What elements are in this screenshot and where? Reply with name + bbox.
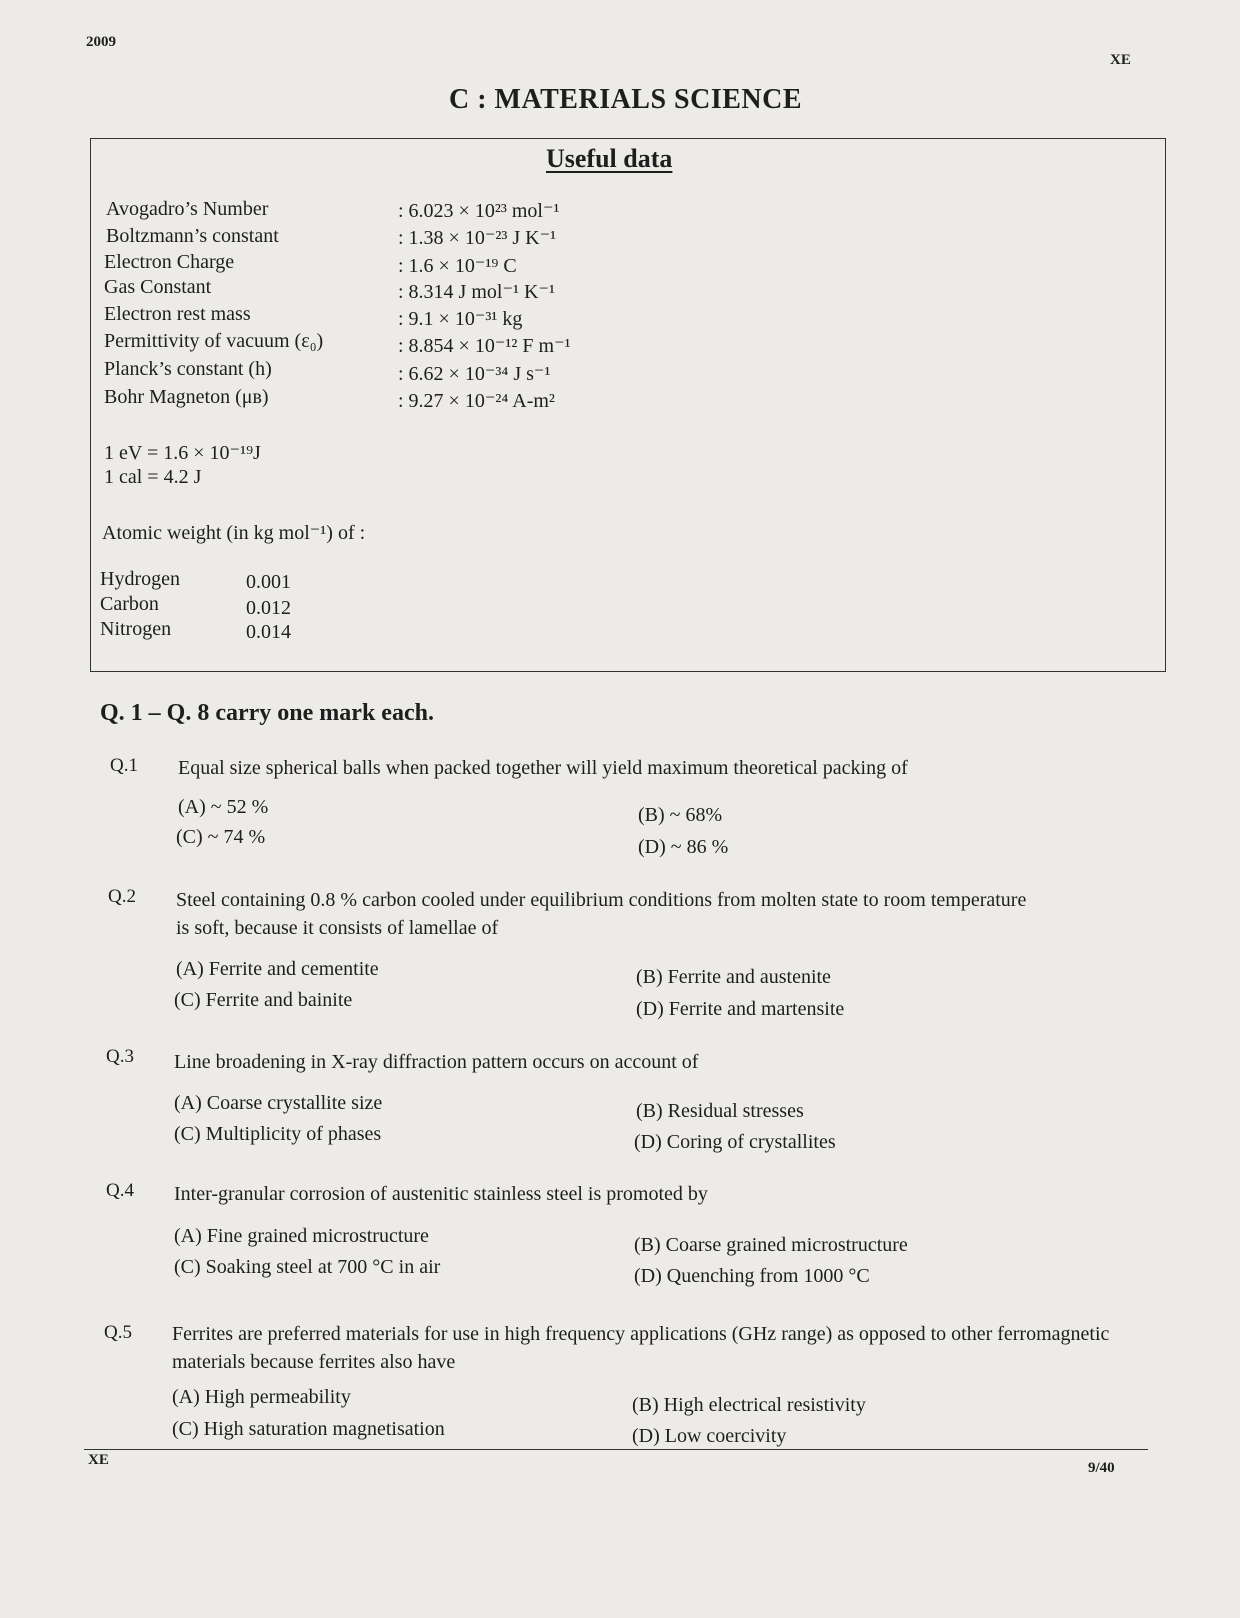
constant-name: Planck’s constant (h): [104, 358, 272, 380]
question-number: Q.2: [108, 886, 136, 907]
option-d: (D) Coring of crystallites: [634, 1131, 836, 1153]
year-label: 2009: [86, 34, 116, 50]
option-a: (A) Fine grained microstructure: [174, 1225, 429, 1247]
constant-name: Electron Charge: [104, 251, 235, 273]
question-text: Line broadening in X-ray diffraction pattern occurs on account of: [174, 1051, 699, 1073]
constant-name: Bohr Magneton (μʙ): [104, 386, 269, 408]
constant-name: Boltzmann’s constant: [106, 225, 279, 247]
atomic-weight-label: Atomic weight (in kg mol⁻¹) of :: [102, 522, 366, 544]
option-a: (A) Ferrite and cementite: [176, 958, 379, 980]
constant-value: : 9.27 × 10⁻²⁴ A-m²: [398, 390, 555, 412]
conversion-cal: 1 cal = 4.2 J: [104, 466, 202, 488]
option-b: (B) High electrical resistivity: [632, 1394, 866, 1416]
constant-name: Gas Constant: [104, 276, 212, 298]
paper-code-footer: XE: [88, 1452, 109, 1468]
option-a: (A) High permeability: [172, 1386, 351, 1408]
useful-data-title: Useful data: [546, 144, 673, 173]
question-number: Q.1: [110, 755, 138, 776]
constant-value: : 8.854 × 10⁻¹² F m⁻¹: [398, 335, 571, 357]
question-text: Equal size spherical balls when packed together will yield maximum theoretical packing of: [178, 757, 908, 779]
element-weight: 0.014: [246, 621, 291, 643]
conversion-ev: 1 eV = 1.6 × 10⁻¹⁹J: [104, 442, 261, 464]
option-a: (A) ~ 52 %: [178, 796, 269, 818]
question-number: Q.4: [106, 1180, 134, 1201]
paper-code-header: XE: [1110, 52, 1131, 68]
option-c: (C) ~ 74 %: [176, 826, 266, 848]
option-b: (B) ~ 68%: [638, 804, 723, 826]
element-weight: 0.001: [246, 571, 291, 593]
option-b: (B) Ferrite and austenite: [636, 966, 831, 988]
element-name: Carbon: [100, 593, 159, 615]
page-number: 9/40: [1088, 1460, 1115, 1476]
element-weight: 0.012: [246, 597, 291, 619]
question-number: Q.5: [104, 1322, 132, 1343]
constant-name: Avogadro’s Number: [106, 198, 269, 220]
option-c: (C) Multiplicity of phases: [174, 1123, 382, 1145]
constant-name: Permittivity of vacuum (ε₀): [104, 330, 324, 352]
option-d: (D) Quenching from 1000 °C: [634, 1265, 870, 1287]
option-d: (D) Low coercivity: [632, 1425, 787, 1447]
option-b: (B) Coarse grained microstructure: [634, 1234, 908, 1256]
constant-value: : 1.38 × 10⁻²³ J K⁻¹: [398, 227, 557, 249]
constant-value: : 6.023 × 10²³ mol⁻¹: [398, 200, 560, 222]
footer-rule: [84, 1449, 1148, 1450]
option-c: (C) Ferrite and bainite: [174, 989, 353, 1011]
element-name: Nitrogen: [100, 618, 172, 640]
option-c: (C) Soaking steel at 700 °C in air: [174, 1256, 441, 1278]
section-title: C : MATERIALS SCIENCE: [449, 84, 803, 115]
option-d: (D) ~ 86 %: [638, 836, 729, 858]
constant-name: Electron rest mass: [104, 303, 251, 325]
question-text: Inter-granular corrosion of austenitic stainless steel is promoted by: [174, 1183, 708, 1205]
option-a: (A) Coarse crystallite size: [174, 1092, 383, 1114]
question-text: Ferrites are preferred materials for use in high frequency applications (GHz range) as opposed to other ferromagnetic materials because ferrites also have: [172, 1323, 1110, 1373]
option-c: (C) High saturation magnetisation: [172, 1418, 445, 1440]
marks-heading: Q. 1 – Q. 8 carry one mark each.: [100, 700, 434, 726]
constant-value: : 6.62 × 10⁻³⁴ J s⁻¹: [398, 363, 551, 385]
element-name: Hydrogen: [100, 568, 180, 590]
constant-value: : 9.1 × 10⁻³¹ kg: [398, 308, 523, 330]
question-text: Steel containing 0.8 % carbon cooled under equilibrium conditions from molten state to room temperature is soft, because it consists of lamellae of: [176, 889, 1027, 939]
constant-value: : 8.314 J mol⁻¹ K⁻¹: [398, 281, 556, 303]
option-d: (D) Ferrite and martensite: [636, 998, 845, 1020]
option-b: (B) Residual stresses: [636, 1100, 804, 1122]
constant-value: : 1.6 × 10⁻¹⁹ C: [398, 255, 517, 277]
question-number: Q.3: [106, 1046, 134, 1067]
